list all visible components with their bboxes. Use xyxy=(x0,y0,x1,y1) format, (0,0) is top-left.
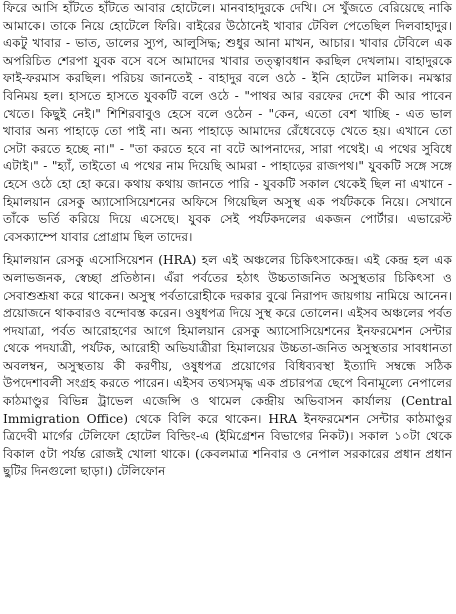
paragraph-hotel-story: ফিরে আসি হাঁটতে হাঁটতে আবার হোটেলে। মানবাহাদুরকে দেখি। সে খুঁজতে বেরিয়েছে নাকি আমাকে। তাকে নিয়ে হোটেলে ফিরি। বাইরের উঠোনেই খাবার টেবিল পেতেছিল দিলবাহাদুর। একটু খাবার - ভাত, ডালের স্যুপ, আলুসিদ্ধ; শুধুর আনা মাখন, আচার। খাবার টেবিলে এক অপরিচিত শেরপা যুবক বসে বসে আমাদের খাবার তত্ত্বাবধান করছিল দেখলাম। বাহাদুরকে ফাই-ফরমাস করছিল। পরিচয় জানতেই - বাহাদুর বলে ওঠে - ইনি হোটেল মালিক। নমস্কার বিনিময় হল। হাসতে হাসতে যুবকটি বলে ওঠে - "পাথর আর বরফের দেশে কী আর পাবেন খেতে। কিছুই নেই।" শিশিরবাবুও হেসে বলে ওঠেন - "কেন, এতো বেশ খাচ্ছি - এত ভাল খাবার অন্য পাহাড়ে তো পাই না। অন্য পাহাড়ে আমাদের রেঁধেবেড়ে খেতে হয়। এখানে তো সেটা করতে হচ্ছে না।" - "তা করতে হবে না বটে আপনাদের, সারা পথেই। এ পথের সুবিধে এটাই।" - "হ্যাঁ, তাইতো এ পথের নাম দিয়েছি আমরা - পাহাড়ের রাজপথ।" যুবকটি সঙ্গে সঙ্গে হেসে ওঠে হো হো করে। কথায় কথায় জানতে পারি - যুবকটি সকাল থেকেই ছিল না এখানে - হিমালয়ান রেসকু অ্যাসোসিয়েশনের অফিসে গিয়েছিল অসুস্থ এক পর্যটককে নিয়ে। সেখানে তাঁকে ভর্তি করিয়ে দিয়ে এসেছে। যুবক সেই পর্যটকদলের একজন পোর্টার। এভারেস্ট বেসক্যাম্পে যাবার প্রোগ্রাম ছিল তাদের। xyxy=(3,1,452,244)
paragraph-hra-info: হিমালয়ান রেসকু এসোসিয়েশন (HRA) হল এই অঞ্চলের চিকিৎসাকেন্দ্র। এই কেন্দ্র হল এক অলাভজনক, স্বেচ্ছা প্রতিষ্ঠান। এঁরা পর্বতের হঠাৎ উচ্চতাজনিত অসুস্থতার চিকিৎসা ও সেবাশুশ্রূষা করে থাকেন। অসুস্থ পর্বতারোহীকে দরকার বুঝে নিরাপদ জায়গায় নামিয়ে আনেন। প্রয়োজনে থাকবারও বন্দোবস্ত করেন। ওষুধপত্র দিয়ে সুস্থ করে তোলেন। এইসব অঞ্চলের পর্বত পদযাত্রা, পর্বত আরোহণের আগে হিমালয়ান রেসকু অ্যাসোসিয়েশনের ইনফরমেশন সেন্টার থেকে পদযাত্রী, পর্যটক, আরোহী অভিযাত্রীরা হিমালয়ের উচ্চতা-জনিত অসুস্থতার সাবধানতা অবলম্বন, অসুস্থতায় কী করণীয়, ওষুধপত্র প্রয়োগের বিধিব্যবস্থা ইত্যাদি সম্বন্ধে সঠিক উপদেশাবলী সংগ্রহ করতে পারেন। এইসব তথ্যসমৃদ্ধ এক প্রচারপত্র ছেপে বিনামূল্যে নেপালের কাঠমাণ্ডুর বিভিন্ন ট্রাভেল এজেন্সি ও থামেল কেন্দ্রীয় অভিবাসন কার্যালয় (Central Immigration Office) থেকে বিলি করে থাকেন। HRA ইনফরমেশন সেন্টার কাঠমাণ্ডুর ত্রিদেবী মার্গের টেলিফো হোটেল বিল্ডিং-এ (ইমিগ্রেশন বিভাগের নিকট)। সকাল ১০টা থেকে বিকাল ৫টা পর্যন্ত রোজই খোলা থাকে। (কেবলমাত্র শনিবার ও নেপাল সরকারের প্রধান প্রধান ছুটির দিনগুলো ছাড়া।) টেলিফোন xyxy=(3,253,452,479)
